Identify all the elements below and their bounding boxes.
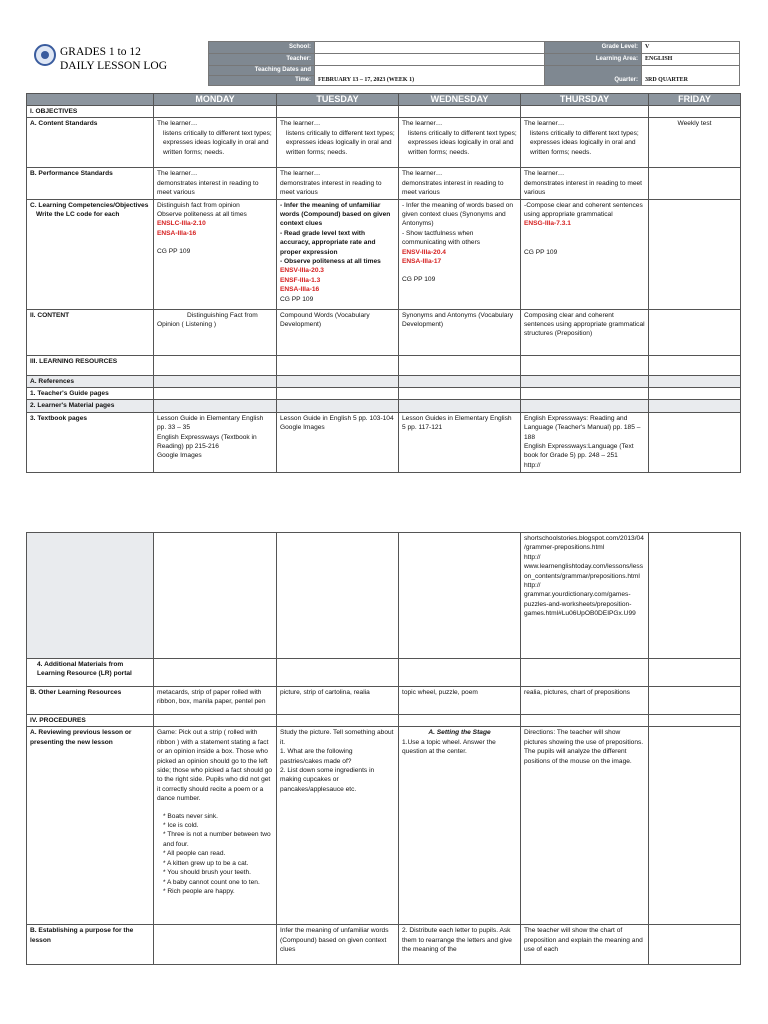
urls-thu: shortschoolstories.blogspot.com/2013/04/grammer-prepositions.html http:// www.learnenglishtoday.com/lessons/lesson_contents/grammar/prepositions.html http:// grammar.yourdictionary.com/games-puzzles-and-worksheets/preposition-games.html#Lu06UpOB0DEIPGx.U99: [521, 533, 649, 659]
other-resources-thu: realia, pictures, chart of prepositions: [521, 687, 649, 715]
other-resources-mon: metacards, strip of paper rolled with ribbon, box, manila paper, pentel pen: [154, 687, 277, 715]
objectives-row: [27, 106, 741, 118]
purpose-wed: 2. Distribute each letter to pupils. Ask them to rearrange the letters and give the meaning of the: [399, 925, 521, 965]
purpose-tue: Infer the meaning of unfamiliar words (Compound) based on given context clues: [277, 925, 399, 965]
tg-pages-label: 1. Teacher's Guide pages: [27, 388, 154, 400]
other-resources-row: [27, 687, 741, 715]
content-standards-row: [27, 118, 741, 168]
content-mon: Distinguishing Fact from Opinion ( Listening ): [154, 309, 277, 355]
other-resources-wed: topic wheel, puzzle, poem: [399, 687, 521, 715]
learning-resources-label: III. LEARNING RESOURCES: [27, 355, 154, 375]
grade-level-label: Grade Level:: [545, 42, 642, 54]
textbook-thu: English Expressways: Reading and Language (Teacher's Manual) pp. 185 – 188 English Expressways:Language (Text book for Grade 5) pp. 248 – 251 http://: [521, 412, 649, 472]
doc-title-line1: GRADES 1 to 12: [60, 46, 141, 58]
performance-mon: The learner… demonstrates interest in reading to meet various: [154, 168, 277, 199]
references-label: A. References: [27, 375, 154, 387]
textbook-mon: Lesson Guide in Elementary English pp. 33 – 35 English Expressways (Textbook in Reading) pp 215-216 Google Images: [154, 412, 277, 472]
purpose-thu: The teacher will show the chart of preposition and explain the meaning and use of each: [521, 925, 649, 965]
textbook-label: 3. Textbook pages: [27, 412, 154, 472]
day-friday: FRIDAY: [649, 94, 741, 106]
learning-area-label: Learning Area:: [545, 54, 642, 66]
competencies-tue: - Infer the meaning of unfamiliar words (Compound) based on given context clues - Read grade level text with accuracy, appropriate rate and proper expression - Observe politeness at all times ENSV-IIIa-20.3 ENSF-IIIa-1.3 ENSA-IIIa-16 CG PP 109: [277, 199, 399, 309]
learning-area-value: ENGLISH: [642, 54, 740, 66]
performance-wed: The learner… demonstrates interest in reading to meet various: [399, 168, 521, 199]
content-row: [27, 309, 741, 355]
objectives-label: I. OBJECTIVES: [27, 106, 154, 118]
reviewing-row: [27, 727, 741, 925]
content-standards-thu: The learner… listens critically to different text types; expresses ideas logically in oral and written forms; needs.: [521, 118, 649, 168]
competencies-wed: - Infer the meaning of words based on given context clues (Synonyms and Antonyms) - Show tactfulness when communicating with others ENSV-IIIa-20.4 ENSA-IIIa-17 CG PP 109: [399, 199, 521, 309]
performance-standards-row: [27, 168, 741, 199]
competencies-mon: Distinguish fact from opinion Observe politeness at all times ENSLC-IIIa-2.10 ENSA-IIIa-16 CG PP 109: [154, 199, 277, 309]
procedures-row: [27, 715, 741, 727]
references-row: [27, 375, 741, 387]
reviewing-wed: A. Setting the Stage 1.Use a topic wheel. Answer the question at the center.: [399, 727, 521, 925]
textbook-row: [27, 412, 741, 472]
tg-pages-row: [27, 388, 741, 400]
lesson-log-table-page1: [26, 93, 741, 473]
quarter-label: Quarter:: [545, 66, 642, 86]
dates-value: FEBRUARY 13 – 17, 2023 (WEEK 1): [315, 66, 545, 86]
additional-materials-label: 4. Additional Materials from Learning Resource (LR) portal: [27, 659, 154, 687]
reviewing-thu: Directions: The teacher will show pictures showing the use of prepositions. The pupils will analyze the different positions of the mouse on the image.: [521, 727, 649, 925]
textbook-tue: Lesson Guide in English 5 pp. 103-104 Google Images: [277, 412, 399, 472]
day-monday: MONDAY: [154, 94, 277, 106]
day-wednesday: WEDNESDAY: [399, 94, 521, 106]
lm-pages-label: 2. Learner's Material pages: [27, 400, 154, 412]
header-info-table: [208, 41, 740, 86]
content-standards-mon: The learner… listens critically to different text types; expresses ideas logically in oral and written forms; needs.: [154, 118, 277, 168]
performance-thu: The learner… demonstrates interest in reading to meet various: [521, 168, 649, 199]
content-thu: Composing clear and coherent sentences using appropriate grammatical structures (Preposition): [521, 309, 649, 355]
teacher-label: Teacher:: [209, 54, 315, 66]
content-standards-fri: Weekly test: [649, 118, 741, 168]
school-label: School:: [209, 42, 315, 54]
competencies-label: C. Learning Competencies/Objectives Write the LC code for each: [27, 199, 154, 309]
performance-tue: The learner… demonstrates interest in reading to meet various: [277, 168, 399, 199]
day-header-row: [27, 94, 741, 106]
reviewing-mon: Game: Pick out a strip ( rolled with ribbon ) with a statement stating a fact or an opinion inside a box. Those who picked an opinion should go to the left side; those who picked a fact should go to the right side. Pupils who did not get it correctly should recite a poem or a dance number. * Boats never sink. * Ice is cold. * Three is not a number between two and four. * All people can read. * A kitten grew up to be a cat. * You should brush your teeth. * A baby cannot count one to ten. * Rich people are happy.: [154, 727, 277, 925]
reviewing-tue: Study the picture. Tell something about it. 1. What are the following pastries/cakes made of? 2. List down some ingredients in making cupcakes or pancakes/applesauce etc.: [277, 727, 399, 925]
content-label: II. CONTENT: [27, 309, 154, 355]
procedures-label: IV. PROCEDURES: [27, 715, 154, 727]
other-resources-label: B. Other Learning Resources: [27, 687, 154, 715]
textbook-wed: Lesson Guides in Elementary English 5 pp. 117-121: [399, 412, 521, 472]
content-standards-wed: The learner… listens critically to different text types; expresses ideas logically in oral and written forms; needs.: [399, 118, 521, 168]
quarter-value: 3RD QUARTER: [642, 66, 740, 86]
content-wed: Synonyms and Antonyms (Vocabulary Development): [399, 309, 521, 355]
blank-header-cell: [27, 94, 154, 106]
grade-level-value: V: [642, 42, 740, 54]
competencies-thu: -Compose clear and coherent sentences using appropriate grammatical ENSG-IIIa-7.3.1 CG PP 109: [521, 199, 649, 309]
additional-materials-row: [27, 659, 741, 687]
content-tue: Compound Words (Vocabulary Development): [277, 309, 399, 355]
url-continuation-row: [27, 533, 741, 659]
dates-label-2: Time:: [209, 76, 315, 86]
purpose-label: B. Establishing a purpose for the lesson: [27, 925, 154, 965]
deped-seal-logo: [34, 44, 56, 66]
learning-resources-row: [27, 355, 741, 375]
doc-title-line2: DAILY LESSON LOG: [60, 60, 168, 72]
purpose-row: [27, 925, 741, 965]
performance-standards-label: B. Performance Standards: [27, 168, 154, 199]
lm-pages-row: [27, 400, 741, 412]
content-standards-tue: The learner… listens critically to different text types; expresses ideas logically in oral and written forms; needs.: [277, 118, 399, 168]
reviewing-label: A. Reviewing previous lesson or presenting the new lesson: [27, 727, 154, 925]
dates-label-1: Teaching Dates and: [209, 66, 315, 76]
lesson-log-table-page2: [26, 532, 741, 965]
competencies-row: [27, 199, 741, 309]
content-standards-label: A. Content Standards: [27, 118, 154, 168]
day-thursday: THURSDAY: [521, 94, 649, 106]
teacher-value: [315, 54, 545, 66]
school-value: [315, 42, 545, 54]
day-tuesday: TUESDAY: [277, 94, 399, 106]
other-resources-tue: picture, strip of cartolina, realia: [277, 687, 399, 715]
